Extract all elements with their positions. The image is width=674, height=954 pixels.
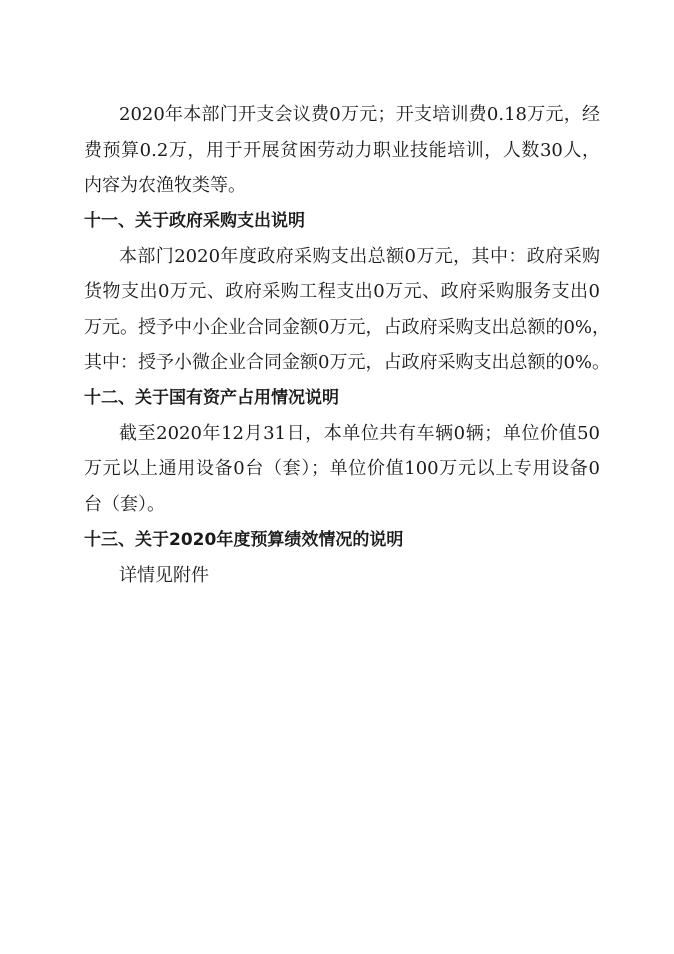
section-13-line-1: 详情见附件: [119, 565, 209, 586]
section-12-line-2: 万元以上通用设备0台（套）；单位价值100万元以上专用设备0: [84, 458, 600, 479]
section-12-line-3: 台（套）。: [84, 494, 165, 515]
section-11-line-3: 万元。授予中小企业合同金额0万元，占政府采购支出总额的0%，: [84, 317, 611, 338]
section-11-heading: 十一、关于政府采购支出说明: [84, 211, 305, 231]
section-11-line-1: 本部门2020年度政府采购支出总额0万元，其中：政府采购: [119, 246, 600, 267]
meeting-line-2: 费预算0.2万，用于开展贫困劳动力职业技能培训，人数30人，: [84, 140, 600, 161]
section-11-line-2: 货物支出0万元、政府采购工程支出0万元、政府采购服务支出0: [84, 281, 600, 302]
section-11-line-4: 其中：授予小微企业合同金额0万元，占政府采购支出总额的0%。: [84, 352, 611, 373]
meeting-line-3: 内容为农渔牧类等。: [84, 175, 246, 196]
section-12-heading: 十二、关于国有资产占用情况说明: [84, 388, 339, 408]
meeting-line-1: 2020年本部门开支会议费0万元；开支培训费0.18万元，经: [119, 104, 600, 125]
section-12-line-1: 截至2020年12月31日，本单位共有车辆0辆；单位价值50: [119, 423, 600, 444]
section-13-heading: 十三、关于2020年度预算绩效情况的说明: [84, 530, 404, 550]
